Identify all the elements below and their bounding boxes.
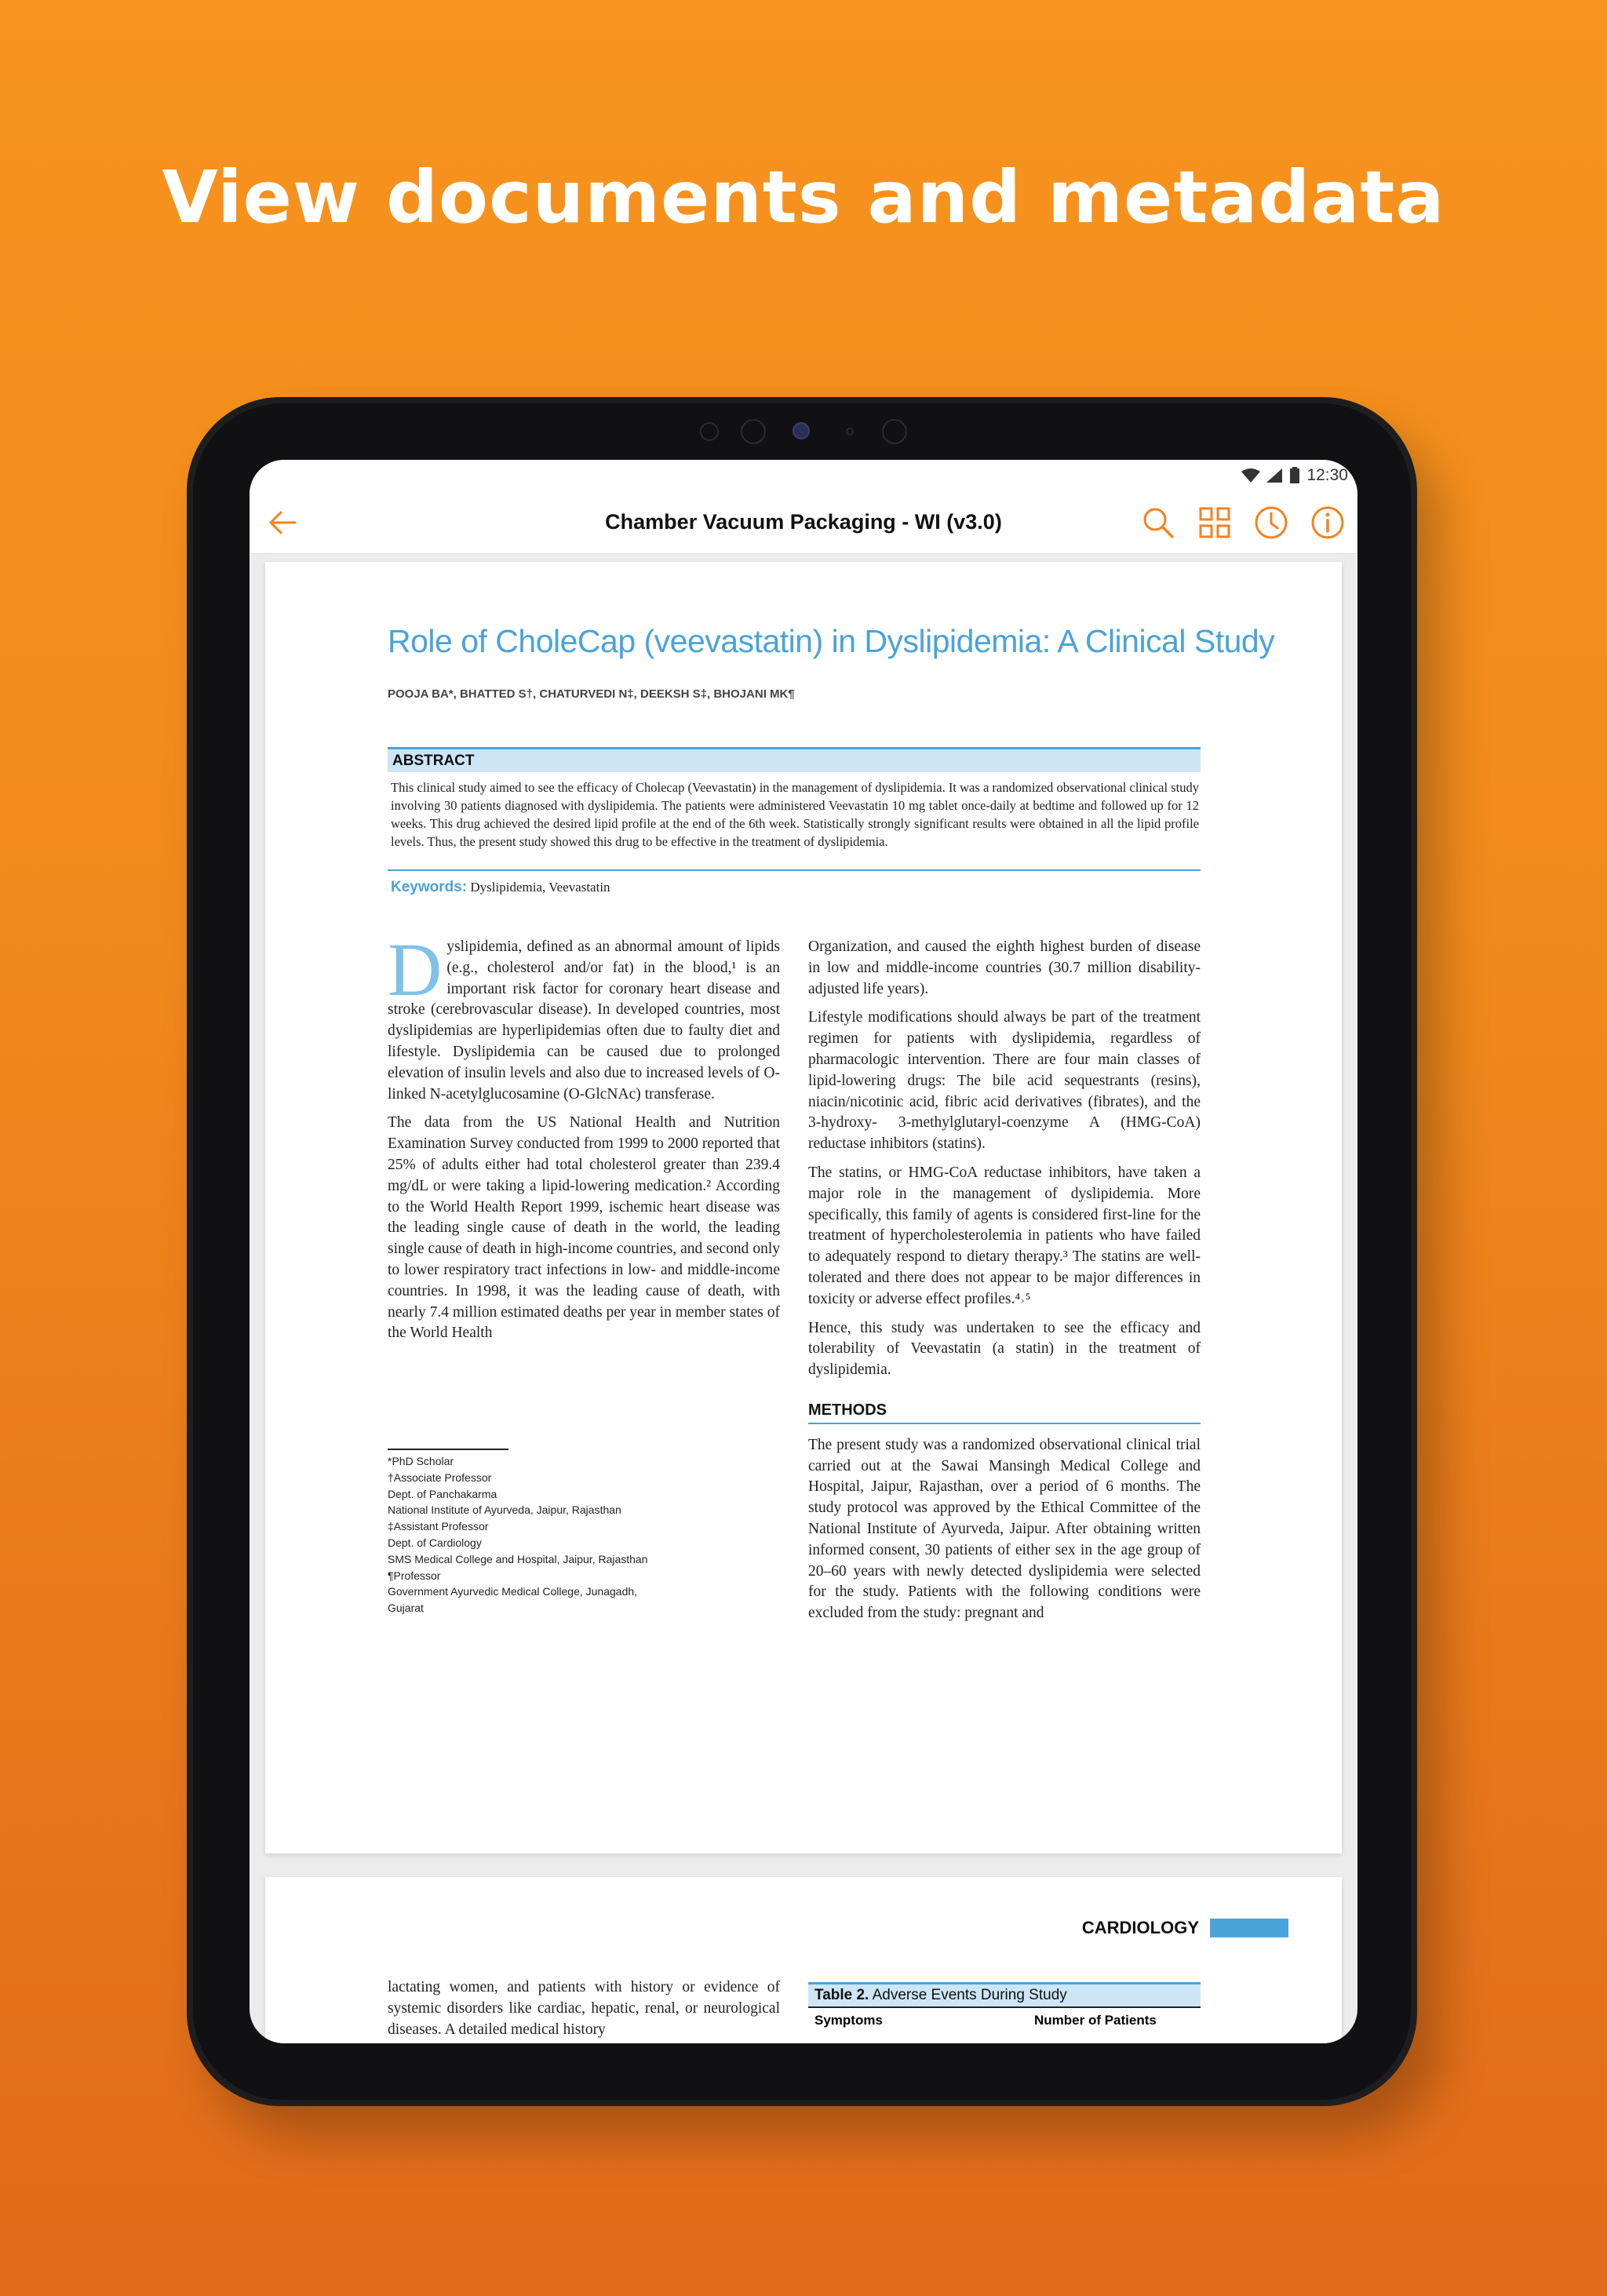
battery-icon	[1289, 467, 1300, 484]
keywords	[391, 879, 610, 896]
search-icon[interactable]	[1139, 504, 1177, 541]
tablet-screen	[250, 460, 1357, 2043]
sensor-dot	[882, 419, 907, 444]
table-header: Symptoms	[814, 2013, 883, 2028]
tablet-device	[187, 397, 1417, 2106]
body-paragraph: lactating women, and patients with history or evidence of systemic disorders like cardiac, hepatic, renal, or neurological diseases. A detailed medical history	[388, 1979, 780, 2038]
intro-text: yslipidemia, defined as an abnormal amount of lipids (e.g., cholesterol and/or fat) in the blood,¹ is an important risk factor for coronary heart disease and stroke (cerebrovascular disease). In developed countries, most dyslipidemias are hyperlipidemias often due to faulty diet and lifestyle. Dyslipidemia can be caused due to prolonged elevation of insulin levels and also due to increased levels of O-linked N-acetylglucosamine (O-GlcNAc) transferase.	[388, 938, 780, 1102]
document-title: Chamber Vacuum Packaging - WI (v3.0)	[605, 510, 1002, 534]
table-caption	[808, 1982, 1201, 2006]
section-tag-bar	[1210, 1919, 1288, 1937]
footnote: Dept. of Panchakarma	[388, 1487, 497, 1500]
status-time: 12:30	[1306, 466, 1348, 484]
footnote: ‡Assistant Professor	[388, 1520, 489, 1533]
signal-icon	[1266, 468, 1283, 483]
intro-paragraph	[388, 928, 780, 1105]
footnote: †Associate Professor	[388, 1471, 492, 1484]
section-tag-label: CARDIOLOGY	[1081, 1918, 1199, 1937]
footnote: SMS Medical College and Hospital, Jaipur, Rajasthan	[388, 1552, 648, 1565]
body-paragraph: The present study was a randomized observational clinical trial carried out at the Sawai Mansingh Medical College and Hospital, Jaipur, Rajasthan, over a period of 6 months. The study protocol was approved by the Ethical Committee of the National Institute of Ayurveda, Jaipur. After obtaining written informed consent, 30 patients of either sex in the age group of 20–60 years with newly detected dyslipidemia were selected for the study. Patients with the following conditions were excluded from the study: pregnant and	[808, 1436, 1201, 1622]
sensor-dot	[846, 428, 854, 436]
table-header-row	[808, 2006, 1201, 2033]
paper-title: Role of CholeCap (veevastatin) in Dyslipidemia: A Clinical Study	[388, 623, 1275, 659]
body-paragraph: The data from the US National Health and Nutrition Examination Survey conducted from 1999 to 2000 reported that 25% of adults either had total cholesterol greater than 239.4 mg/dL or were taking a lipid-lowering medication.² According to the World Health Report 1999, ischemic heart disease was the leading single cause of death in the world, the leading single cause of death in high-income countries, and second only to lower respiratory tract infections in low- and middle-income countries. In 1998, it was the leading cause of death, with nearly 7.4 million estimated deaths per year in member states of the World Health	[388, 1114, 780, 1342]
sensor-dot	[741, 419, 766, 444]
abstract-divider	[388, 869, 1201, 871]
info-icon[interactable]	[1309, 504, 1346, 541]
right-column	[808, 937, 1201, 1632]
footnote: National Institute of Ayurveda, Jaipur, Rajasthan	[388, 1503, 621, 1517]
left-column	[388, 928, 780, 1352]
footnote-rule	[388, 1449, 508, 1450]
body-paragraph: The statins, or HMG-CoA reductase inhibitors, have taken a major role in the management of dyslipidemia. More specifically, this family of agents is considered first-line for the treatment of hypercholesterolemia in patients who have failed to adequately respond to dietary therapy.³ The statins are well-tolerated and there does not appear to be major differences in toxicity or adverse effect profiles.⁴˒⁵	[808, 1164, 1201, 1307]
table-header: Number of Patients	[1034, 2013, 1157, 2028]
app-bar	[250, 491, 1357, 554]
document-page-2	[265, 1877, 1342, 2043]
table-caption-number: Table 2.	[814, 1987, 869, 2003]
sensor-dot	[700, 422, 719, 441]
app-bar-actions	[1121, 504, 1346, 541]
footnote: Dept. of Cardiology	[388, 1536, 482, 1549]
grid-icon[interactable]	[1196, 504, 1233, 541]
document-viewer[interactable]	[250, 554, 1357, 2043]
keywords-label: Keywords:	[391, 879, 468, 895]
promo-headline: View documents and metadata	[162, 155, 1445, 239]
body-paragraph: Hence, this study was undertaken to see the efficacy and tolerability of Veevastatin (a statin) in the treatment of dyslipidemia.	[808, 1319, 1201, 1379]
abstract-text: This clinical study aimed to see the efficacy of Cholecap (Veevastatin) in the management of dyslipidemia. It was a randomized observational clinical study involving 30 patients diagnosed with dyslipidemia. The patients were administered Veevastatin 10 mg tablet once-daily at bedtime and followed up for 12 weeks. This drug achieved the desired lipid profile at the end of the 6th week. Statistically strongly significant results were obtained in all the lipid profile levels. Thus, the present study showed this drug to be effective in the treatment of dyslipidemia.	[391, 780, 1199, 849]
history-icon[interactable]	[1252, 504, 1290, 541]
status-bar	[250, 460, 1357, 491]
footnote: *PhD Scholar	[388, 1455, 454, 1467]
drop-cap: D	[388, 928, 443, 1011]
body-paragraph: Organization, and caused the eighth highest burden of disease in low and middle-income countries (30.7 million disability-adjusted life years).	[808, 938, 1201, 997]
methods-heading: METHODS	[808, 1400, 1201, 1424]
footnotes	[388, 1449, 670, 1616]
abstract-heading: ABSTRACT	[388, 747, 1201, 772]
keywords-text: Dyslipidemia, Veevastatin	[470, 880, 610, 895]
footnote: ¶Professor	[388, 1569, 441, 1582]
wifi-icon	[1241, 468, 1261, 483]
table-caption-text: Adverse Events During Study	[872, 1987, 1067, 2003]
document-page-1	[265, 562, 1342, 1853]
body-paragraph: Lifestyle modifications should always be part of the treatment regimen for patients with dyslipidemia, regardless of pharmacologic intervention. There are four main classes of lipid-lowering drugs: The bile acid sequestrants (resins), niacin/nicotinic acid, fibric acid derivatives (fibrates), and the 3-hydroxy- 3-methylglutaryl-coenzyme A (HMG-CoA) reductase inhibitors (statins).	[808, 1009, 1201, 1153]
camera-row	[187, 417, 1417, 446]
section-tag	[1082, 1918, 1288, 1938]
camera-lens	[793, 422, 810, 439]
footnote: Government Ayurvedic Medical College, Junagadh, Gujarat	[388, 1585, 638, 1615]
adverse-events-table	[808, 1982, 1201, 2033]
paper-authors: POOJA BA*, BHATTED S†, CHATURVEDI N‡, DEEKSH S‡, BHOJANI MK¶	[388, 687, 795, 701]
